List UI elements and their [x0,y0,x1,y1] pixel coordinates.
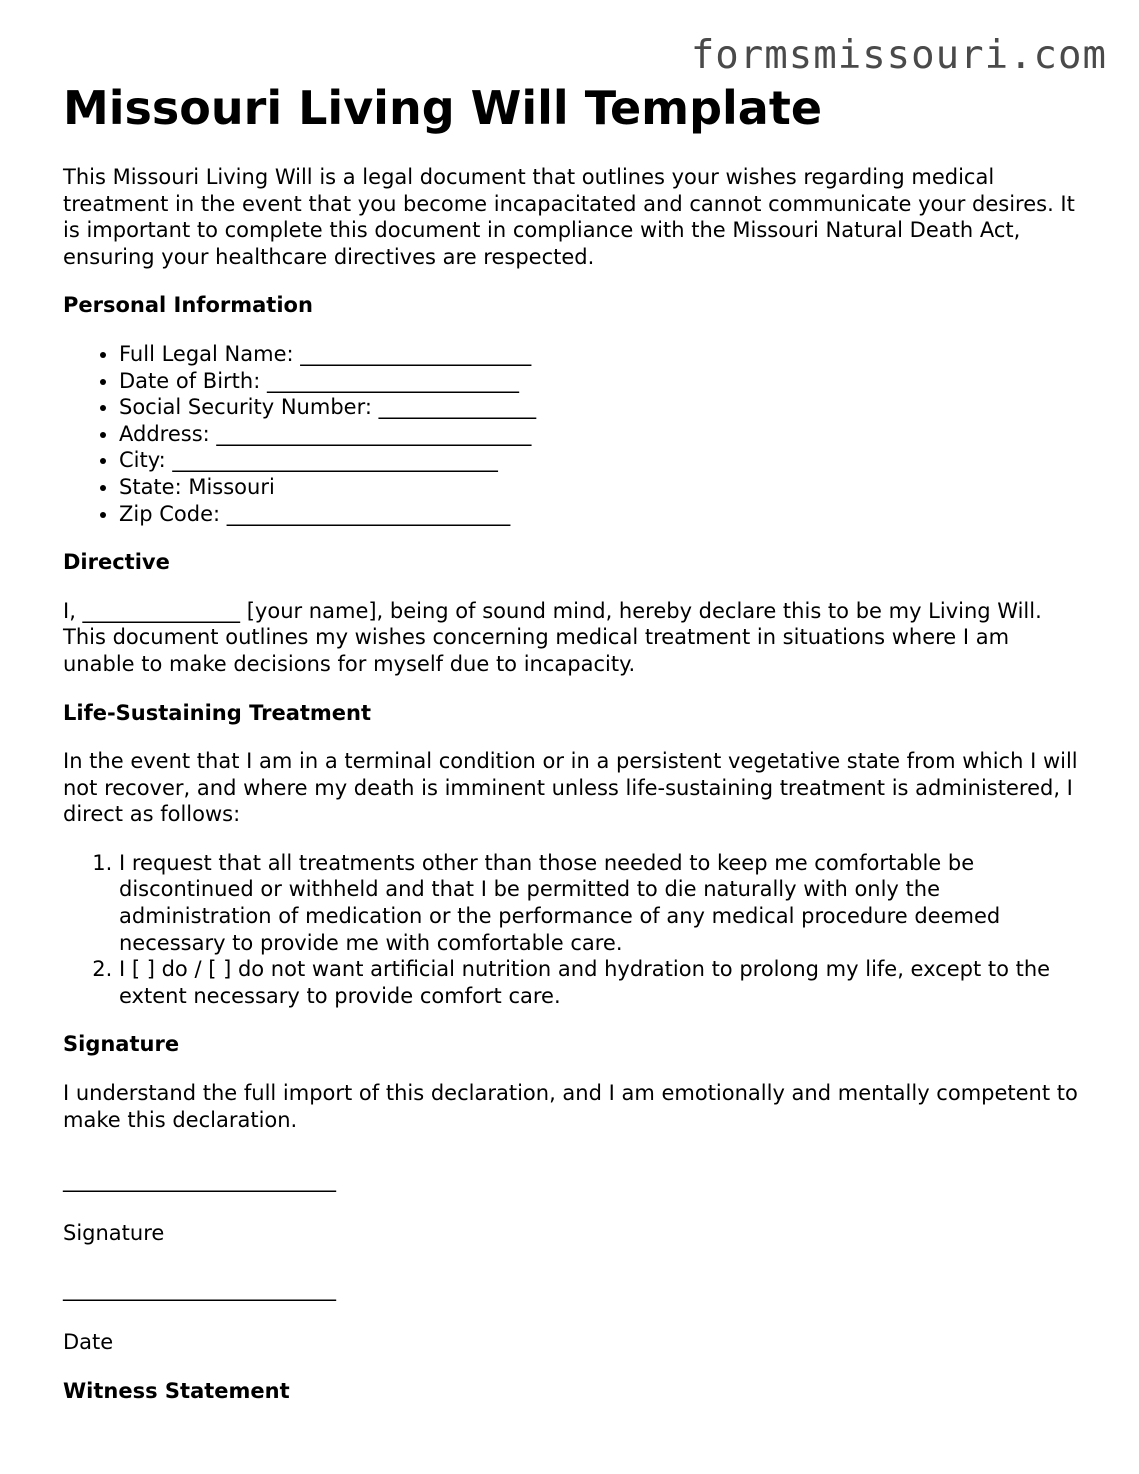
witness-heading: Witness Statement [63,1378,290,1403]
list-item-address: • Address: ______________________________ [119,421,1083,448]
signature-paragraph: I understand the full import of this declaration, and I am emotionally and mentally competent to make this declaration. [63,1081,1078,1132]
signature-heading: Signature [63,1032,180,1057]
treatment-heading: Life-Sustaining Treatment [63,700,372,725]
list-item-date-of-birth: • Date of Birth: ________________________ [119,368,1083,395]
date-label: Date [63,1330,114,1354]
intro-paragraph: This Missouri Living Will is a legal document that outlines your wishes regarding medical treatment in the event that you become incapacitated and cannot communicate your desires. It is important to complete this document in compliance with the Missouri Natural Death Act, ensuring your healthcare directives are respected. [63,165,1075,269]
treatment-list [63,850,1083,1010]
site-watermark: formsmissouri.com [690,33,1107,78]
list-item-zip-code: • Zip Code: ___________________________ [119,501,1083,528]
treatment-paragraph: In the event that I am in a terminal condition or in a persistent vegetative state from which I will not recover, and where my death is imminent unless life-sustaining treatment is administered, I direct as follows: [63,749,1078,827]
directive-heading: Directive [63,550,170,575]
personal-info-list [63,341,1083,527]
list-item-full-name: • Full Legal Name: ______________________ [119,341,1083,368]
date-line: __________________________ [63,1277,336,1302]
directive-paragraph: I, _______________ [your name], being of sound mind, hereby declare this to be my Living Will. This document outlines my wishes concerning medical treatment in situations where I am unable to make decisions for myself due to incapacity. [63,598,1042,676]
document-page [63,78,1083,1404]
list-item-state: • State: Missouri [119,474,1083,501]
personal-info-heading: Personal Information [63,293,313,318]
list-item-ssn: • Social Security Number: _______________ [119,394,1083,421]
treatment-item-nutrition: 2. I [ ] do / [ ] do not want artificial nutrition and hydration to prolong my life, except to the extent necessary to provide comfort care. [119,956,1083,1009]
treatment-item-comfort-care: 1. I request that all treatments other than those needed to keep me comfortable be discontinued or withheld and that I be permitted to die naturally with only the administration of medication or the performance of any medical procedure deemed necessary to provide me with comfortable care. [119,850,1083,956]
list-item-city: • City: _______________________________ [119,447,1083,474]
signature-line: __________________________ [63,1168,336,1193]
page-title: Missouri Living Will Template [63,81,823,135]
signature-label: Signature [63,1220,165,1245]
